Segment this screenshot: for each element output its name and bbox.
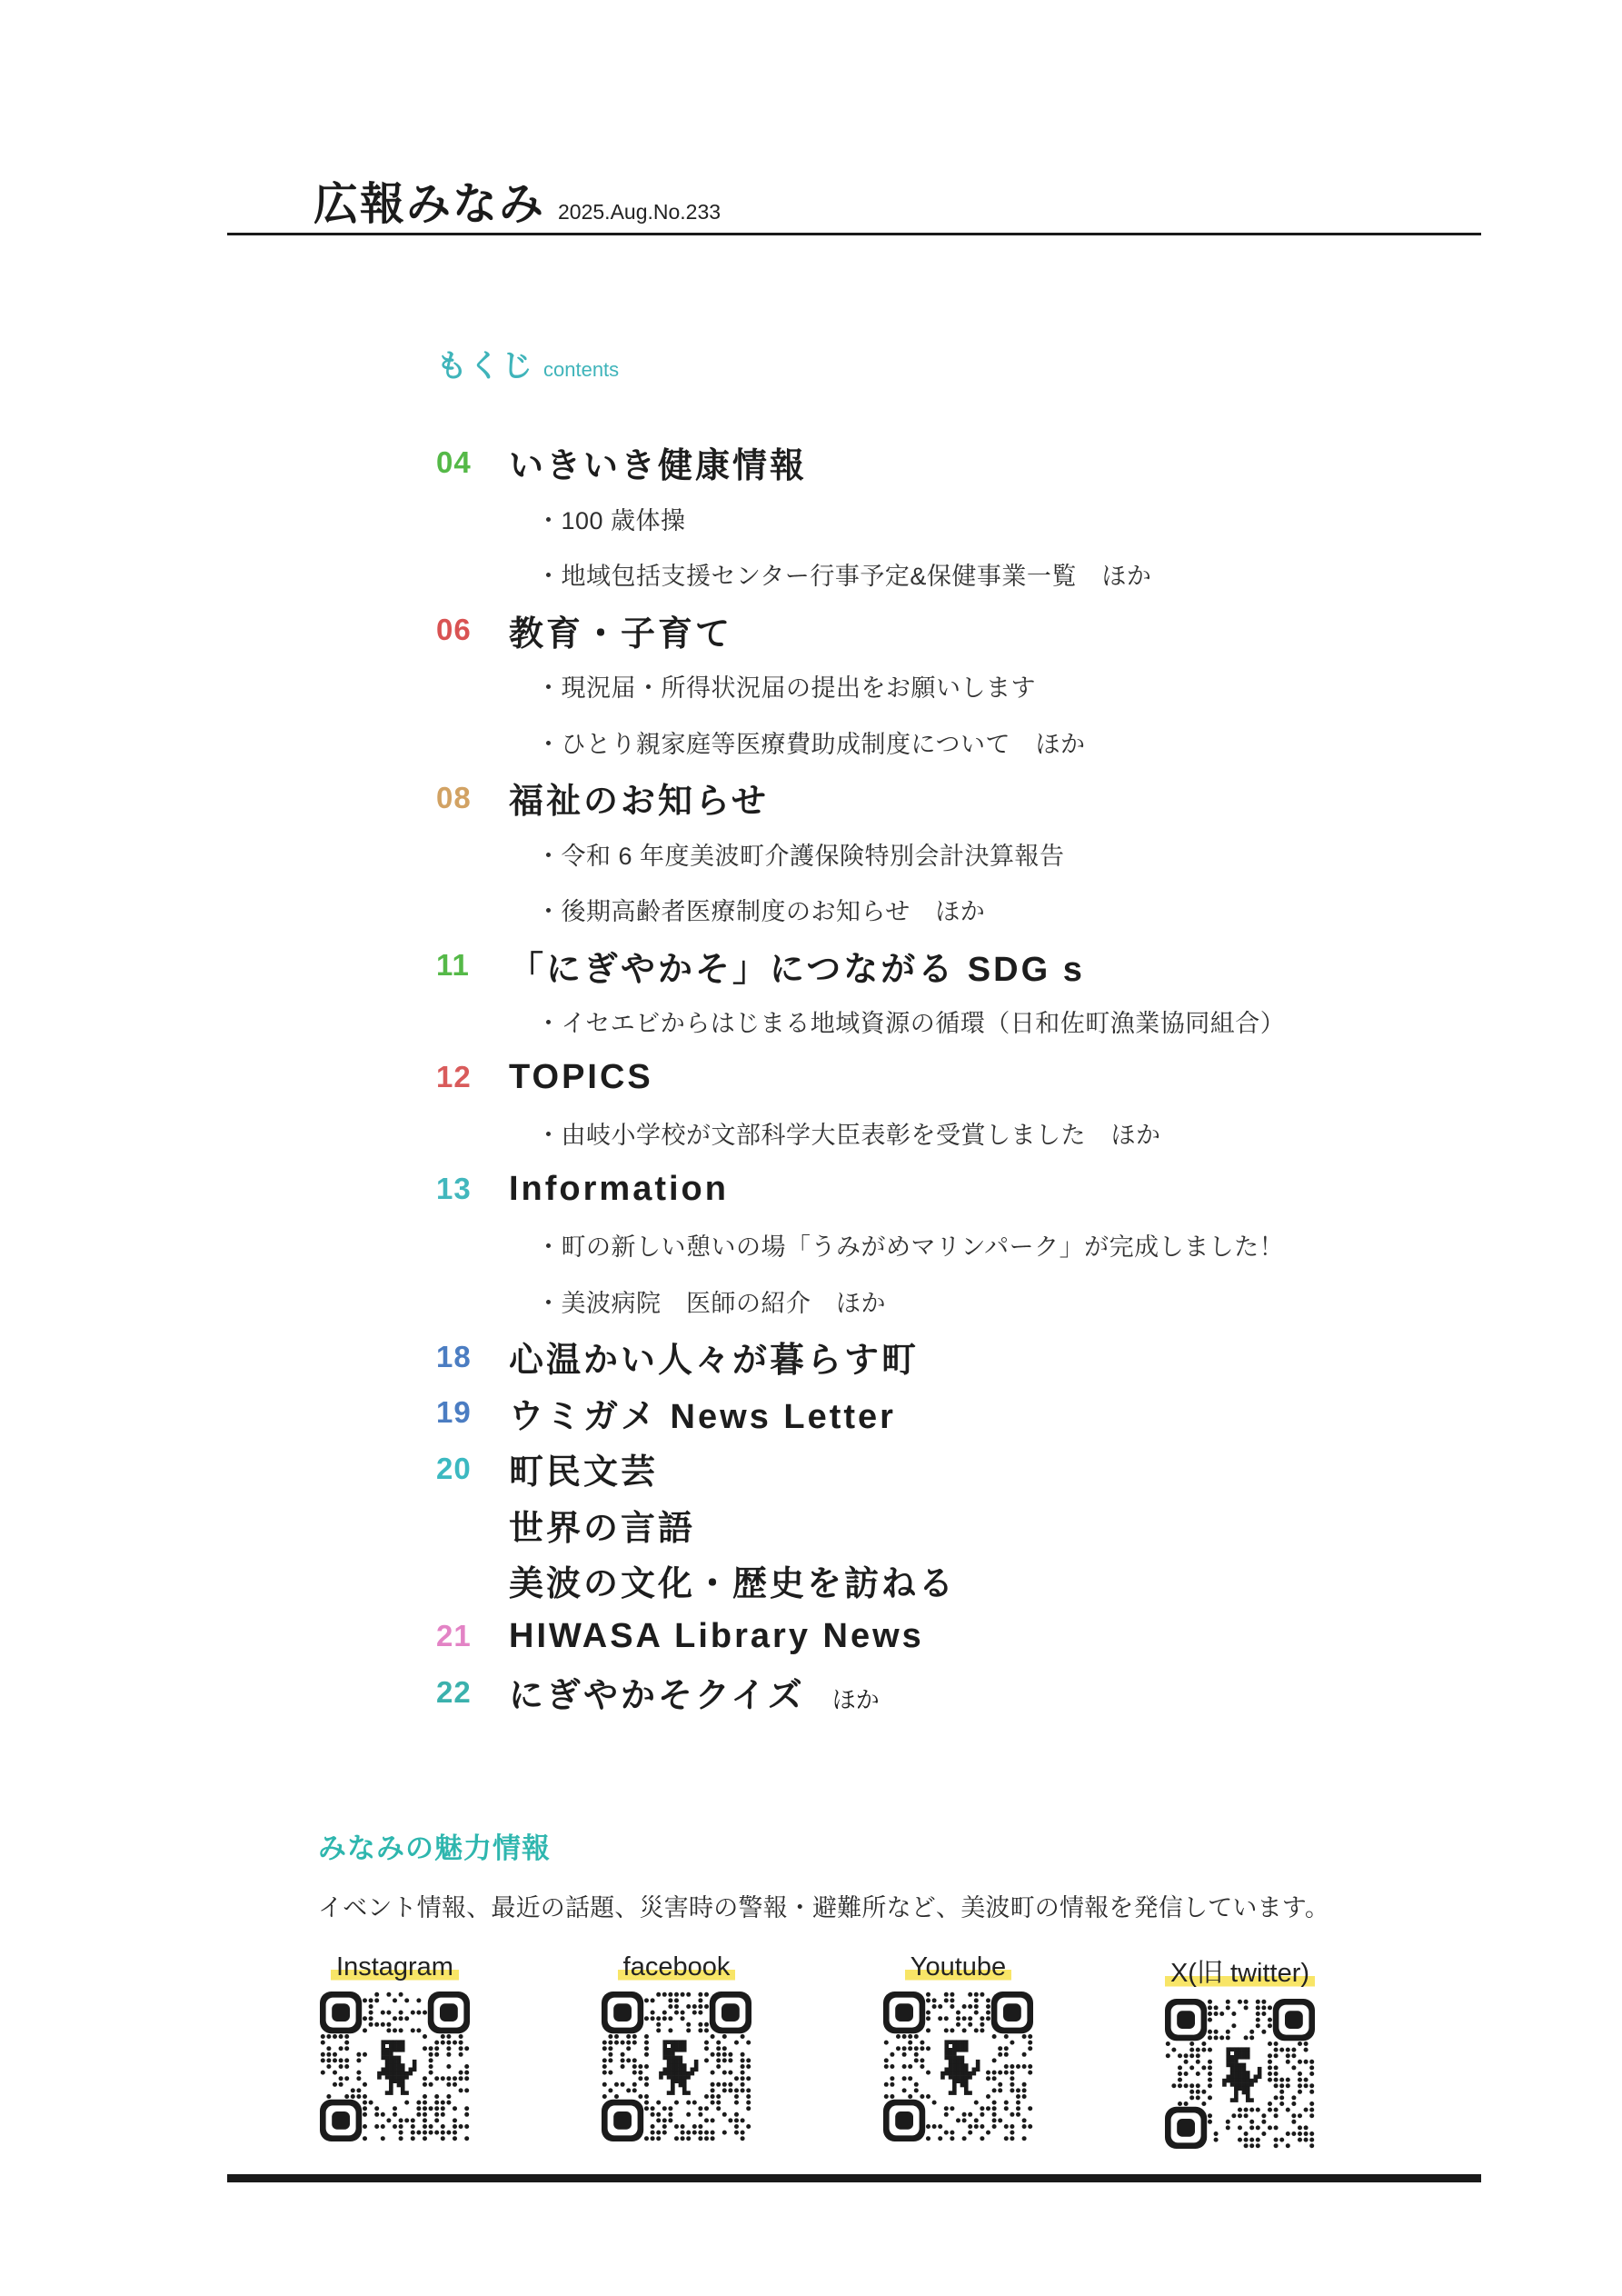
toc-heading (436, 341, 619, 385)
toc-subitem (436, 1273, 1508, 1330)
channel-label (618, 1952, 736, 1982)
toc-entry-title: ウミガメ News Letter (509, 1397, 896, 1436)
channel-label (1165, 1952, 1315, 1990)
social-channel (602, 1952, 751, 2149)
toc-entry-11 (436, 938, 1508, 994)
toc-entry-title: HIWASA Library News (509, 1616, 924, 1655)
toc-subitem-text: ・美波病院 医師の紹介 ほか (536, 1289, 886, 1317)
toc-subitem-text: ・後期高齢者医療制度のお知らせ ほか (536, 898, 986, 926)
toc-subitem-text: ・令和 6 年度美波町介護保険特別会計決算報告 (536, 842, 1065, 870)
toc-entry-title-continuation (436, 1497, 1508, 1553)
toc-entry-number: 12 (436, 1060, 472, 1094)
social-channel (883, 1952, 1033, 2149)
qr-code (320, 1992, 470, 2141)
channel-label-text: Instagram (331, 1952, 459, 1982)
toc-subitem (436, 491, 1508, 547)
header (313, 169, 721, 233)
header-divider (227, 233, 1481, 235)
channel-label-text: Youtube (905, 1952, 1011, 1982)
toc-entry-13 (436, 1162, 1508, 1218)
toc-entry-08 (436, 770, 1508, 826)
qr-code (883, 1992, 1033, 2141)
channel-label-text: X(旧 twitter) (1165, 1959, 1315, 1988)
toc-entry-suffix: ほか (831, 1686, 880, 1714)
toc-entry-title-line: 美波の文化・歴史を訪ねる (509, 1565, 957, 1604)
toc-subitem-text: ・イセエビからはじまる地域資源の循環（日和佐町漁業協同組合） (536, 1010, 1286, 1038)
page-title: 広報みなみ (313, 180, 546, 229)
toc-entry-title: TOPICS (509, 1057, 653, 1096)
social-channels (320, 1952, 1490, 2149)
qr-code (1165, 1999, 1315, 2149)
promo-section (318, 1825, 1490, 2149)
toc-entry-number: 04 (436, 444, 472, 479)
toc-subitem-text: ・100 歳体操 (536, 506, 686, 534)
issue-number: 2025.Aug.No.233 (558, 200, 721, 224)
toc-entry-number: 06 (436, 613, 472, 647)
toc-entry-title: 町民文芸 (509, 1453, 659, 1492)
toc-entry-number: 11 (436, 948, 470, 983)
toc-subitem-text: ・町の新しい憩いの場「うみがめマリンパーク」が完成しました！ (536, 1233, 1285, 1262)
toc-heading-en: contents (543, 358, 620, 381)
toc-entry-title: Information (509, 1169, 729, 1208)
toc-entry-number: 08 (436, 780, 472, 814)
toc-subitem (436, 714, 1508, 771)
social-channel (320, 1952, 470, 2149)
toc-subitem (436, 826, 1508, 883)
toc-entry-06 (436, 603, 1508, 659)
toc-entry-20 (436, 1441, 1508, 1497)
toc-heading-jp: もくじ (436, 349, 534, 384)
footer-divider (227, 2174, 1481, 2182)
toc-list (436, 434, 1508, 1721)
toc-entry-title-line: 世界の言語 (509, 1509, 696, 1548)
social-channel (1165, 1952, 1315, 2149)
toc-entry-number: 22 (436, 1674, 472, 1709)
toc-entry-12 (436, 1050, 1508, 1106)
toc-entry-title: にぎやかそクイズ (509, 1677, 805, 1716)
qr-code (602, 1992, 751, 2141)
promo-heading: みなみの魅力情報 (318, 1832, 551, 1864)
toc-subitem (436, 1105, 1508, 1162)
toc-entry-title: いきいき健康情報 (509, 447, 808, 486)
toc-subitem (436, 993, 1508, 1050)
toc-entry-title: 福祉のお知らせ (509, 783, 769, 822)
toc-entry-number: 13 (436, 1172, 472, 1206)
channel-label-text: facebook (618, 1952, 736, 1982)
toc-entry-19 (436, 1385, 1508, 1442)
toc-entry-number: 21 (436, 1619, 472, 1653)
channel-label (331, 1952, 459, 1982)
toc-entry-21 (436, 1609, 1508, 1665)
toc-subitem (436, 882, 1508, 938)
toc-subitem-text: ・地域包括支援センター行事予定&保健事業一覧 ほか (536, 563, 1152, 591)
toc-entry-title: 「にぎやかそ」につながる SDG s (509, 950, 1085, 989)
toc-entry-title-continuation (436, 1552, 1508, 1609)
channel-label (905, 1952, 1011, 1982)
toc-entry-04 (436, 434, 1508, 491)
toc-subitem-text: ・ひとり親家庭等医療費助成制度について ほか (536, 730, 1086, 758)
toc-subitem-text: ・由岐小学校が文部科学大臣表彰を受賞しました ほか (536, 1122, 1161, 1150)
toc-subitem (436, 546, 1508, 603)
toc-subitem (436, 658, 1508, 714)
toc-entry-22 (436, 1664, 1508, 1721)
toc-entry-number: 19 (436, 1395, 472, 1430)
toc-entry-number: 18 (436, 1339, 472, 1373)
toc-entry-title: 教育・子育て (509, 614, 733, 654)
toc-subitem (436, 1217, 1508, 1273)
toc-entry-18 (436, 1329, 1508, 1385)
toc-subitem-text: ・現況届・所得状況届の提出をお願いします (536, 674, 1036, 703)
toc-entry-title: 心温かい人々が暮らす町 (509, 1342, 920, 1381)
toc-entry-number: 20 (436, 1451, 472, 1485)
promo-description: イベント情報、最近の話題、災害時の警報・避難所など、美波町の情報を発信しています。 (318, 1894, 1330, 1922)
